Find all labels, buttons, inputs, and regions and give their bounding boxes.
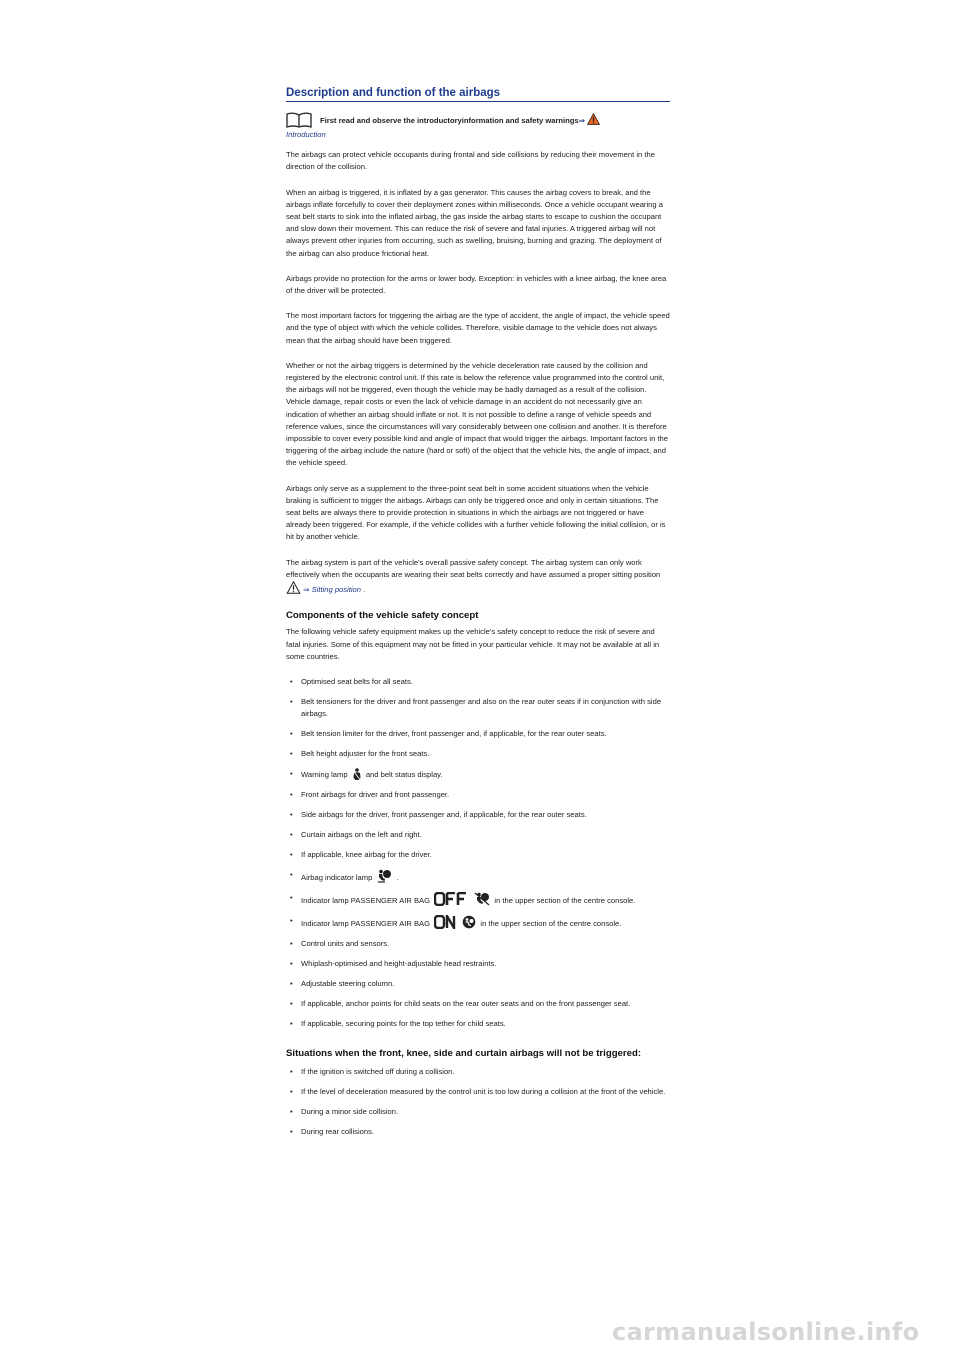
paragraph: Airbags only serve as a supplement to the three-point seat belt in some accident situations when the vehicle braking is sufficient to trigger the airbags. Airbags can only be triggered once and only in certain situations. The seat belts are always there to provide protection in situations in which the airbags are not triggered or have already been triggered. For example, if the vehicle collides with a further vehicle following the initial collision, or is hit by another vehicle. — [286, 483, 666, 542]
list-item: • During rear collisions. — [288, 1126, 670, 1138]
list-item: • Belt tensioners for the driver and front passenger and also on the rear outer seats if in conjunction with side airbags. — [288, 696, 670, 720]
components-list — [286, 676, 670, 1030]
situations-list — [286, 1066, 670, 1138]
passenger-airbag-off-icon — [474, 892, 490, 906]
off-indicator-icon — [434, 892, 468, 906]
situations-heading: Situations when the front, knee, side and curtain airbags will not be triggered: — [286, 1047, 642, 1059]
introduction-link[interactable]: Introduction — [286, 130, 326, 139]
list-item: • Belt tension limiter for the driver, front passenger and, if applicable, for the rear outer seats. — [288, 728, 670, 740]
section-title: Description and function of the airbags — [286, 86, 670, 102]
list-item-on-lamp — [288, 915, 670, 930]
on-lamp-label: Indicator lamp PASSENGER AIR BAG — [301, 918, 431, 928]
list-item: • Whiplash-optimised and height-adjustable head restraints. — [288, 958, 670, 970]
on-indicator-icon — [434, 915, 456, 929]
read-first-arrow: ⇒ — [578, 116, 586, 125]
warning-outline-icon — [286, 581, 301, 594]
paragraph: The airbags can protect vehicle occupants during frontal and side collisions by reducing their movement in the direction of the collision. — [286, 150, 655, 172]
components-heading: Components of the vehicle safety concept — [286, 610, 479, 622]
list-item: • Control units and sensors. — [288, 938, 670, 950]
list-item-airbag-lamp — [288, 869, 670, 884]
warning-triangle-icon — [587, 113, 600, 125]
list-item: • Curtain airbags on the left and right. — [288, 829, 670, 841]
list-item: • Belt height adjuster for the front seats. — [288, 748, 670, 760]
seatbelt-warning-icon — [352, 768, 362, 780]
list-item-warning-lamp — [288, 768, 670, 781]
on-lamp-text: in the upper section of the centre console. — [480, 918, 622, 928]
warning-lamp-label: Warning lamp — [301, 769, 348, 779]
paragraph: Whether or not the airbag triggers is determined by the vehicle deceleration rate caused by the collision and registered by the electronic control unit. If this rate is below the reference value programmed into the control unit, the airbags will not be triggered, even though the vehicle may be badly damaged as a result of the collision. Vehicle damage, repair costs or even the lack of vehicle damage in an accident do not necessarily give an indication of whether an airbag should inflate or not. It is not possible to define a range of vehicle speeds and reference values, since the circumstances will vary considerably between one collision and another. It is therefore impossible to cover every possible kind and angle of impact that would trigger the airbags. Important factors in the triggering of the airbag include the nature (hard or soft) of the object that the vehicle hits, the angle of impact, and the vehicle speed. — [286, 360, 668, 468]
off-lamp-text: in the upper section of the centre console. — [494, 895, 636, 905]
paragraph: Airbags provide no protection for the arms or lower body. Exception: in vehicles with a knee airbag, the knee area of the driver will be protected. — [286, 273, 667, 296]
watermark: carmanualsonline.info — [612, 1318, 920, 1346]
list-item: • If applicable, knee airbag for the driver. — [288, 849, 670, 861]
paragraph-sitting — [286, 557, 670, 597]
book-icon — [286, 112, 312, 128]
list-item: • If the ignition is switched off during a collision. — [288, 1066, 670, 1078]
warning-lamp-text: and belt status display. — [365, 769, 443, 779]
list-item: • During a minor side collision. — [288, 1106, 670, 1118]
off-lamp-label: Indicator lamp PASSENGER AIR BAG — [301, 895, 431, 905]
paragraph-end: . — [363, 585, 366, 595]
read-first-note — [286, 112, 670, 128]
sitting-position-link[interactable]: ⇒ Sitting position — [303, 585, 361, 595]
paragraph: The most important factors for triggering the airbag are the type of accident, the angle of impact, the vehicle speed and the type of object with which the vehicle collides. Therefore, visible damage to the vehicle does not always mean that the airbag should have been triggered. — [286, 311, 670, 345]
airbag-lamp-label: Airbag indicator lamp — [301, 872, 373, 882]
list-item: • If the level of deceleration measured by the control unit is too low during a collision at the front of the vehicle. — [288, 1086, 670, 1098]
passenger-airbag-on-icon — [462, 915, 476, 929]
airbag-lamp-text: . — [396, 872, 399, 882]
list-item: • Side airbags for the driver, front passenger and, if applicable, for the rear outer seats. — [288, 809, 670, 821]
airbag-indicator-icon — [376, 869, 392, 883]
paragraph-text: The airbag system is part of the vehicle's overall passive safety concept. The airbag system can only work effectively when the occupants are wearing their seat belts correctly and have assumed a proper sitting position — [286, 557, 661, 579]
list-item-off-lamp — [288, 892, 670, 907]
list-item: • Optimised seat belts for all seats. — [288, 676, 670, 688]
manual-page — [286, 86, 670, 1148]
read-first-text: First read and observe the introductoryinformation and safety warnings — [320, 116, 579, 125]
list-item: • Front airbags for driver and front passenger. — [288, 789, 670, 801]
components-intro: The following vehicle safety equipment makes up the vehicle's safety concept to reduce the risk of severe and fatal injuries. Some of this equipment may not be fitted in your particular vehicle. It may not be available at all in some countries. — [286, 627, 660, 661]
list-item: • If applicable, anchor points for child seats on the rear outer seats and on the front passenger seat. — [288, 998, 670, 1010]
list-item: • If applicable, securing points for the top tether for child seats. — [288, 1018, 670, 1030]
list-item: • Adjustable steering column. — [288, 978, 670, 990]
paragraph: When an airbag is triggered, it is inflated by a gas generator. This causes the airbag covers to break, and the airbags inflate forcefully to cover their deployment zones within milliseconds. Once a vehicle occupant wearing a seat belt starts to sink into the inflated airbag, the gas inside the airbag starts to escape to cushion the occupant and slow down their movement. This can reduce the risk of severe and fatal injuries. A triggered airbag will not always prevent other injuries from occurring, such as swelling, bruising, burning and grazing. The deployment of the airbag can also produce frictional heat. — [286, 187, 663, 258]
